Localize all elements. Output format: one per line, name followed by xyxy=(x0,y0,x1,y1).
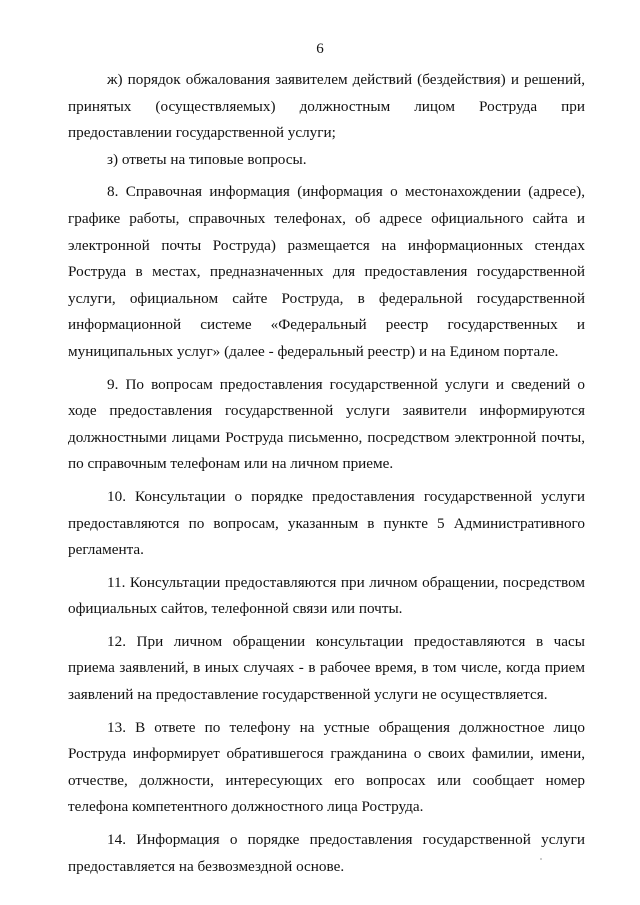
scan-speck xyxy=(540,858,542,860)
paragraph-item-z: з) ответы на типовые вопросы. xyxy=(107,150,307,168)
paragraph-12: 12. При личном обращении консультации предоставляются в часы приема заявлений, в иных случаях - в рабочее время, в том числе, когда прием заявлений на предоставление государственной услуги не осуществляется. xyxy=(68,632,585,704)
paragraph-item-zh: ж) порядок обжалования заявителем действий (бездействия) и решений, принятых (осуществляемых) должностным лицом Роструда при предоставлении государственной услуги; xyxy=(68,71,585,142)
paragraph-8: 8. Справочная информация (информация о местонахождении (адресе), графике работы, справочных телефонах, об адресе официального сайта и электронной почты Роструда) размещается на информационных стендах Роструда в местах, предназначенных для предоставления государственной услуги, официальном сайте Роструда, в федеральной государственной информационной системе «Федеральный реестр государственных и муниципальных услуг» (далее - федеральный реестр) и на Едином портале. xyxy=(68,183,585,360)
document-body xyxy=(68,67,585,886)
paragraph-13: 13. В ответе по телефону на устные обращения должностное лицо Роструда информирует обратившегося гражданина о своих фамилии, имени, отчестве, должности, интересующих его вопросах или сообщает номер телефона компетентного должностного лица Роструда. xyxy=(68,718,585,816)
page-number: 6 xyxy=(316,41,324,57)
paragraph-14: 14. Информация о порядке предоставления государственной услуги предоставляется на безвозмездной основе. xyxy=(68,831,585,875)
paragraph-9: 9. По вопросам предоставления государственной услуги и сведений о ходе предоставления государственной услуги заявители информируются должностными лицами Роструда письменно, посредством электронной почты, по справочным телефонам или на личном приеме. xyxy=(68,375,585,473)
paragraph-10: 10. Консультации о порядке предоставления государственной услуги предоставляются по вопросам, указанным в пункте 5 Административного регламента. xyxy=(68,487,585,559)
paragraph-11: 11. Консультации предоставляются при личном обращении, посредством официальных сайтов, телефонной связи или почты. xyxy=(68,573,585,618)
